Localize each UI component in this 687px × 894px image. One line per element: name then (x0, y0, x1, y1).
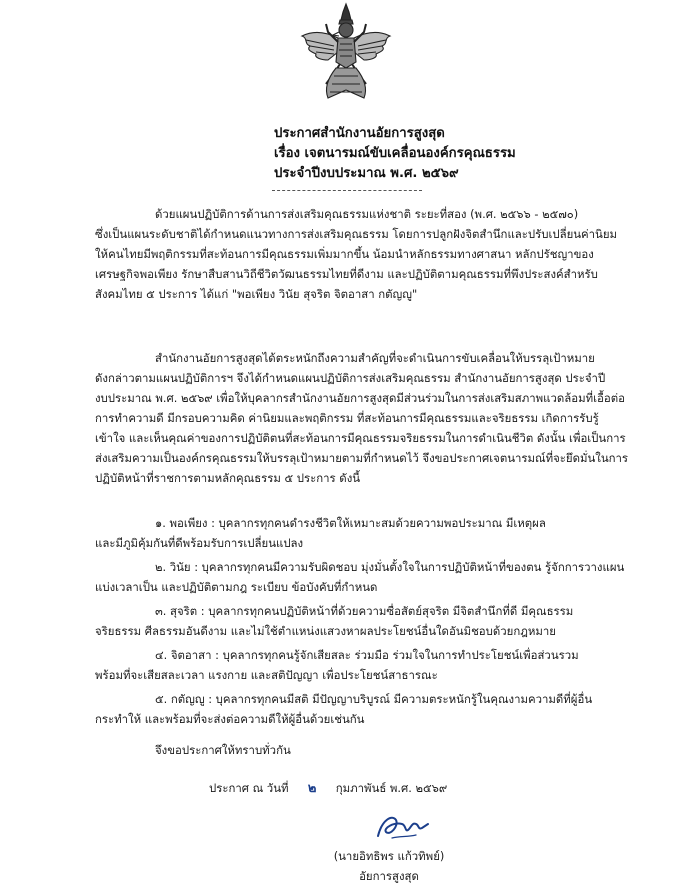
signer-name: (นายอิทธิพร แก้วทิพย์) (333, 849, 445, 863)
paragraph-2 (95, 348, 635, 488)
virtue-line: ๓. สุจริต : บุคลากรทุกคนปฏิบัติหน้าที่ด้วยความซื่อสัตย์สุจริต มีจิตสำนึกที่ดี มีคุณธรรม (155, 604, 574, 618)
virtue-line: ๕. กตัญญู : บุคลากรทุกคนมีสติ มีปัญญาบริบูรณ์ มีความตระหนักรู้ในคุณงามความดีที่ผู้อื่น (155, 692, 593, 706)
signer-block (324, 846, 454, 886)
signer-title: อัยการสูงสุด (359, 869, 419, 883)
paragraph-2-line: เข้าใจ และเห็นคุณค่าของการปฏิบัติตนที่สะท้อนการมีคุณธรรมจริยธรรมในการดำเนินชีวิต ดังนั้น เพื่อเป็นการ (95, 431, 626, 445)
paragraph-1-line: ซึ่งเป็นแผนระดับชาติได้กำหนดแนวทางการส่งเสริมคุณธรรม โดยการปลูกฝังจิตสำนึกและปรับเปลี่ยนค่านิยม (95, 227, 618, 241)
closing-statement (95, 740, 635, 760)
virtue-line: จริยธรรม ศีลธรรมอันดีงาม และไม่ใช้ตำแหน่งแสวงหาผลประโยชน์อื่นใดอันมิชอบด้วยกฎหมาย (95, 624, 556, 638)
virtue-line: พร้อมที่จะเสียสละเวลา แรงกาย และสติปัญญา เพื่อประโยชน์สาธารณะ (95, 668, 438, 682)
virtue-item (95, 601, 635, 641)
virtue-line: และมีภูมิคุ้มกันที่ดีพร้อมรับการเปลี่ยนแปลง (95, 536, 304, 550)
closing-line: จึงขอประกาศให้ทราบทั่วกัน (155, 743, 291, 757)
paragraph-2-line: การทำความดี มีกรอบความคิด ค่านิยมและพฤติกรรม ที่สะท้อนการมีคุณธรรมและจริยธรรม เกิดการรับรู้ (95, 411, 599, 425)
date-day: ๒ (307, 781, 317, 796)
paragraph-1-line: เศรษฐกิจพอเพียง รักษาสืบสานวิถีชีวิตวัฒนธรรมไทยที่ดีงาม และปฏิบัติตามคุณธรรมที่พึงประสงค์สำหรับ (95, 267, 598, 281)
virtue-item (95, 513, 635, 553)
paragraph-1 (95, 204, 635, 304)
announcement-date (209, 777, 447, 798)
virtues-list (95, 513, 635, 733)
virtue-line: ๑. พอเพียง : บุคลากรทุกคนดำรงชีวิตให้เหมาะสมด้วยความพอประมาณ มีเหตุผล (155, 516, 546, 530)
garuda-emblem-icon (298, 2, 394, 102)
virtue-line: ๒. วินัย : บุคลากรทุกคนมีความรับผิดชอบ มุ่งมั่นตั้งใจในการปฏิบัติหน้าที่ของตน รู้จักการวางแผน (155, 560, 625, 574)
heading-line-3: ประจำปีงบประมาณ พ.ศ. ๒๕๖๙ (274, 166, 459, 181)
announcement-heading (274, 124, 654, 184)
paragraph-1-line: ให้คนไทยมีพฤติกรรมที่สะท้อนการมีคุณธรรมเพิ่มมากขึ้น น้อมนำหลักธรรมทางศาสนา หลักปรัชญาของ (95, 247, 594, 261)
paragraph-2-line: ดังกล่าวตามแผนปฏิบัติการฯ จึงได้กำหนดแผนปฏิบัติการส่งเสริมคุณธรรม สำนักงานอัยการสูงสุด ประจำปี (95, 371, 606, 385)
paragraph-2-line: งบประมาณ พ.ศ. ๒๕๖๙ เพื่อให้บุคลากรสำนักงานอัยการสูงสุดมีส่วนร่วมในการส่งเสริมสภาพแวดล้อมที่เอื้อต่อ (95, 391, 625, 405)
paragraph-1-line: ด้วยแผนปฏิบัติการด้านการส่งเสริมคุณธรรมแห่งชาติ ระยะที่สอง (พ.ศ. ๒๕๖๖ - ๒๕๗๐) (155, 207, 579, 221)
heading-line-1: ประกาศสำนักงานอัยการสูงสุด (274, 126, 445, 141)
virtue-item (95, 689, 635, 729)
virtue-line: แบ่งเวลาเป็น และปฏิบัติตามกฎ ระเบียบ ข้อบังคับที่กำหนด (95, 580, 378, 594)
paragraph-2-line: ส่งเสริมความเป็นองค์กรคุณธรรมให้บรรลุเป้าหมายตามที่กำหนดไว้ จึงขอประกาศเจตนารมณ์ที่จะยึดมั่นในการ (95, 451, 629, 465)
date-prefix: ประกาศ ณ วันที่ (209, 781, 289, 795)
paragraph-2-line: สำนักงานอัยการสูงสุดได้ตระหนักถึงความสำคัญที่จะดำเนินการขับเคลื่อนให้บรรลุเป้าหมาย (155, 351, 595, 365)
date-month-year: กุมภาพันธ์ พ.ศ. ๒๕๖๙ (335, 781, 448, 795)
virtue-line: กระทำให้ และพร้อมที่จะส่งต่อความดีให้ผู้อื่นด้วยเช่นกัน (95, 712, 365, 726)
virtue-item (95, 557, 635, 597)
handwritten-signature-icon (372, 810, 432, 844)
virtue-line: ๔. จิตอาสา : บุคลากรทุกคนรู้จักเสียสละ ร่วมมือ ร่วมใจในการทำประโยชน์เพื่อส่วนรวม (155, 648, 579, 662)
heading-line-2: เรื่อง เจตนารมณ์ขับเคลื่อนองค์กรคุณธรรม (274, 146, 516, 161)
paragraph-2-line: ปฏิบัติหน้าที่ราชการตามหลักคุณธรรม ๕ ประการ ดังนี้ (95, 471, 361, 485)
virtue-item (95, 645, 635, 685)
heading-divider (272, 190, 422, 191)
paragraph-1-line: สังคมไทย ๕ ประการ ได้แก่ "พอเพียง วินัย สุจริต จิตอาสา กตัญญู" (95, 287, 418, 301)
